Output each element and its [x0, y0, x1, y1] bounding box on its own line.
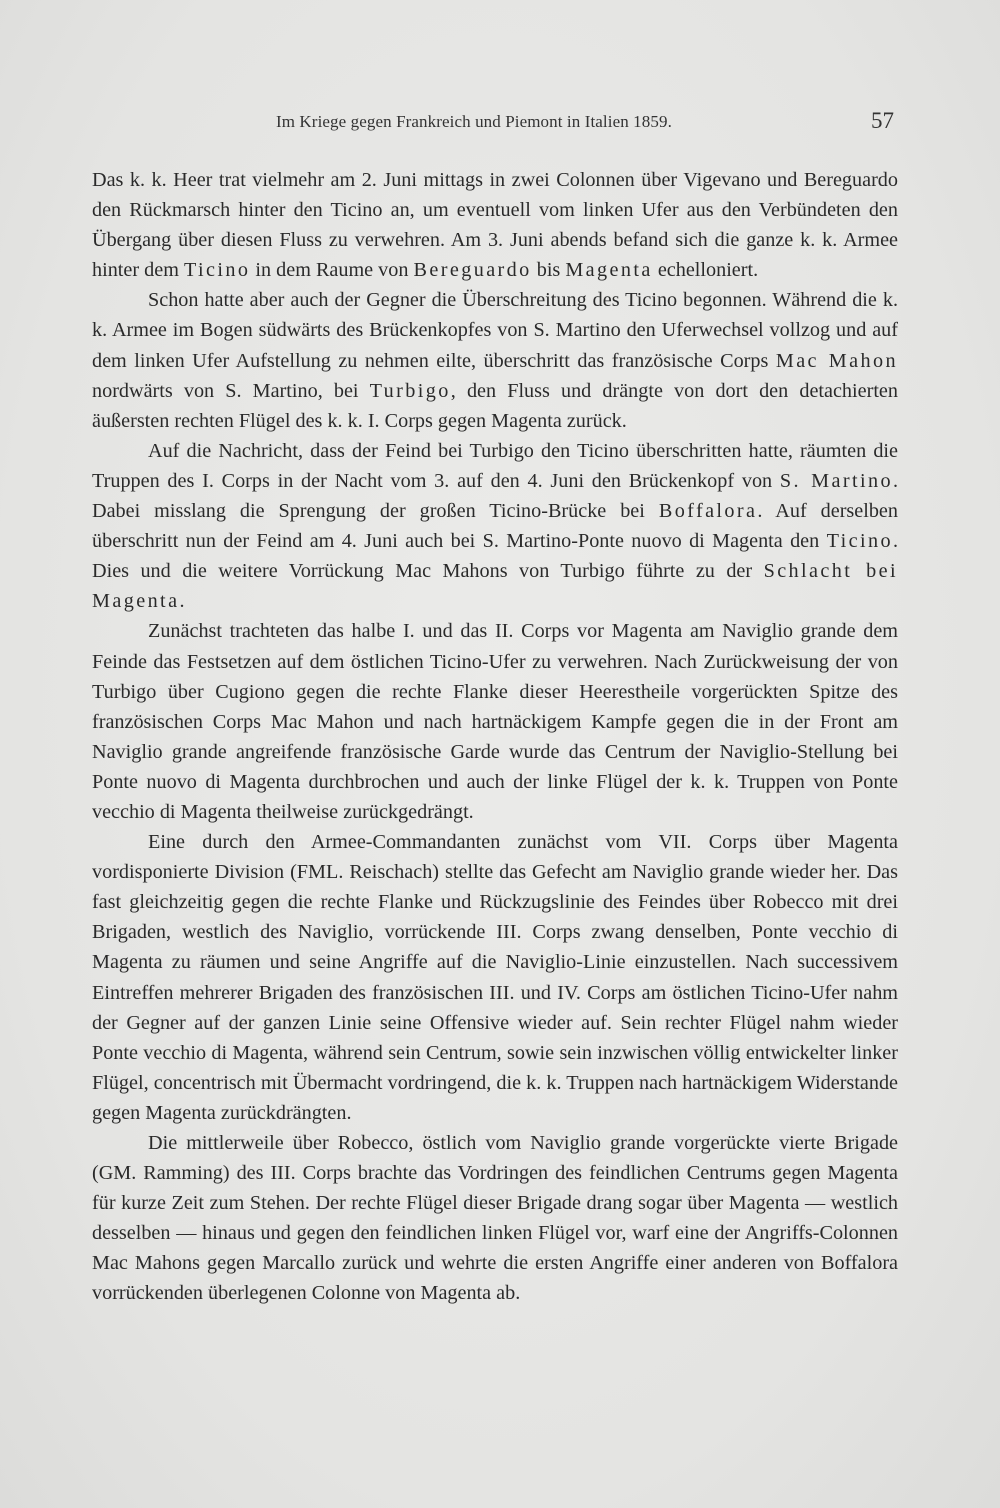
spaced-name: Schlacht bei Magenta	[92, 560, 898, 613]
paragraph	[92, 827, 898, 1128]
spaced-name: Ticino	[183, 259, 251, 282]
spaced-name: Bereguardo	[413, 259, 532, 282]
paragraph	[92, 285, 898, 435]
body-text	[92, 165, 898, 1309]
spaced-name: S. Martino	[779, 469, 893, 492]
spaced-name: Turbigo	[369, 379, 451, 402]
text-run: in dem Raume von	[250, 259, 414, 282]
running-title: Im Kriege gegen Frankreich und Piemont in Italien 1859.	[276, 112, 672, 131]
spaced-name: Ticino	[826, 530, 893, 553]
paragraph	[92, 436, 898, 617]
text-run: .	[179, 590, 185, 613]
paragraph	[92, 616, 898, 827]
paragraph	[92, 1128, 898, 1309]
text-run: . Auf derselben überschritt nun der Feind am 4. Juni auch bei S. Martino-Ponte nuovo di Magenta den	[92, 500, 898, 553]
spaced-name: Boffalora	[658, 500, 758, 523]
page-header	[92, 108, 898, 138]
spaced-name: Mac Mahon	[775, 349, 898, 372]
text-run: . Dies und die weitere Vorrückung Mac Mahons von Turbigo führte zu der	[92, 530, 898, 583]
text-run: Das k. k. Heer trat vielmehr am 2. Juni mittags in zwei Colonnen über Vigevano und Bereguardo den Rückmarsch hinter den Ticino an, um eventuell vom linken Ufer aus den Verbündeten den Übergang über diesen Fluss zu verwehren. Am 3. Juni abends befand sich die ganze k. k. Armee hinter dem	[92, 169, 898, 282]
text-run: , den Fluss und drängte von dort den detachierten äußersten rechten Flügel des k. k. I. Corps gegen Magenta zurück.	[92, 379, 898, 432]
text-run: bis	[531, 259, 566, 282]
spaced-name: Magenta	[565, 259, 653, 282]
paragraph	[92, 165, 898, 285]
text-run: Zunächst trachteten das halbe I. und das II. Corps vor Magenta am Naviglio grande dem Feinde das Festsetzen auf dem östlichen Ticino-Ufer zu verwehren. Nach Zurückweisung der von Turbigo über Cugiono gegen die rechte Flanke dieser Heerestheile vorgerückten Spitze des französischen Corps Mac Mahon und nach hartnäckigem Kampfe gegen die in der Front am Naviglio grande angreifende französische Garde wurde das Centrum der Naviglio-Stellung bei Ponte nuovo di Magenta durchbrochen und auch der linke Flügel der k. k. Truppen von Ponte vecchio di Magenta theilweise zurückgedrängt.	[92, 620, 898, 823]
text-run: nordwärts von S. Martino, bei	[92, 379, 370, 402]
text-run: Die mittlerweile über Robecco, östlich vom Naviglio grande vorgerückte vierte Brigade (GM. Ramming) des III. Corps brachte das Vordringen des feindlichen Centrums gegen Magenta für kurze Zeit zum Stehen. Der rechte Flügel dieser Brigade drang sogar über Magenta — westlich desselben — hinaus und gegen den feindlichen linken Flügel vor, warf eine der Angriffs-Colonnen Mac Mahons gegen Marcallo zurück und wehrte die ersten Angriffe einer anderen von Boffalora vorrückenden überlegenen Colonne von Magenta ab.	[92, 1132, 898, 1305]
text-run: echelloniert.	[652, 259, 759, 282]
page-number: 57	[871, 108, 894, 133]
text-run: . Dabei misslang die Sprengung der großen Ticino-Brücke bei	[92, 469, 899, 523]
text-run: Eine durch den Armee-Commandanten zunächst vom VII. Corps über Magenta vordisponierte Division (FML. Reischach) stellte das Gefecht am Naviglio grande wieder her. Das fast gleichzeitig gegen die rechte Flanke und Rückzugslinie des Feindes über Robecco mit drei Brigaden, westlich des Naviglio, vorrückende III. Corps zwang denselben, Ponte vecchio di Magenta zu räumen und seine Angriffe auf die Naviglio-Linie einzustellen. Nach successivem Eintreffen mehrerer Brigaden des französischen III. und IV. Corps am östlichen Ticino-Ufer nahm der Gegner auf der ganzen Linie seine Offensive wieder auf. Sein rechter Flügel nahm wieder Ponte vecchio di Magenta, während sein Centrum, sowie sein inzwischen völlig entwickelter linker Flügel, concentrisch mit Übermacht vordringend, die k. k. Truppen nach hartnäckigem Widerstande gegen Magenta zurückdrängten.	[92, 831, 898, 1124]
text-run: Schon hatte aber auch der Gegner die Überschreitung des Ticino begonnen. Während die k. k. Armee im Bogen südwärts des Brückenkopfes von S. Martino den Uferwechsel vollzog und auf dem linken Ufer Aufstellung zu nehmen eilte, überschritt das französische Corps	[92, 289, 898, 372]
text-run: Auf die Nachricht, dass der Feind bei Turbigo den Ticino überschritten hatte, räumten die Truppen des I. Corps in der Nacht vom 3. auf den 4. Juni den Brückenkopf von	[92, 439, 898, 492]
